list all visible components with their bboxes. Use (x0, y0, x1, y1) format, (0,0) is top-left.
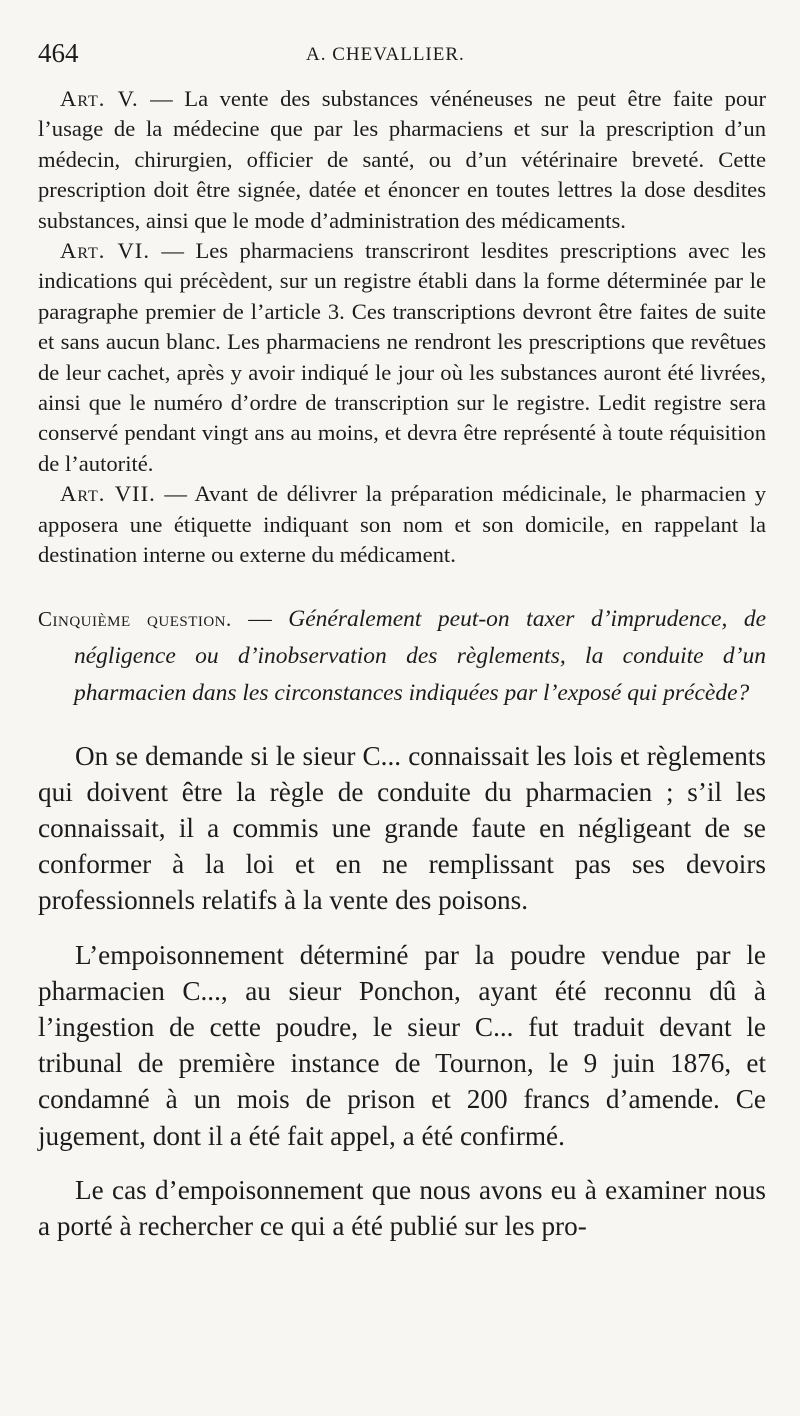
paragraph: On se demande si le sieur C... connaissait les lois et règlements qui doivent être la règle de conduite du pharmacien ; s’il les connaissait, il a commis une grande faute en négligeant de se conformer à la loi et en ne remplissant pas ses devoirs professionnels relatifs à la vente des poisons. (38, 740, 766, 916)
question-text: Généralement peut-on taxer d’imprudence, de négligence ou d’inobservation des règlements, la conduite d’un pharmacien dans les circonstances indiquées par l’exposé qui précède? (74, 605, 767, 706)
article-text: — La vente des substances vénéneuses ne peut être faite pour l’usage de la médecine que par les pharmaciens et sur la prescription d’un médecin, chirurgien, officier de santé, ou d’un vétérinaire breveté. Cette prescription doit être signée, datée et énoncer en toutes lettres la dose desdites substances, ainsi que le mode d’administration des médicaments. (38, 86, 766, 233)
article-text: — Les pharmaciens transcriront lesdites prescriptions avec les indications qui précèdent, sur un registre établi dans la forme déterminée par le paragraphe premier de l’article 3. Ces transcriptions devront être faites de suite et sans aucun blanc. Les pharmaciens ne rendront les prescriptions que revêtues de leur cachet, après y avoir indiqué le jour où les substances auront été livrées, ainsi que le numéro d’ordre de transcription sur le registre. Ledit registre sera conservé pendant vingt ans au moins, et devra être représenté à toute réquisition de l’autorité. (38, 238, 766, 476)
article-5 (38, 84, 766, 236)
running-head: A. CHEVALLIER. (306, 44, 465, 65)
article-label: Art. VII. (60, 481, 156, 507)
articles-section (38, 84, 766, 571)
paragraph: Le cas d’empoisonnement que nous avons eu à examiner nous a porté à rechercher ce qui a été publié sur les pro- (38, 1174, 766, 1241)
page-header (38, 38, 766, 84)
article-6 (38, 236, 766, 479)
paragraph: L’empoisonnement déterminé par la poudre vendue par le pharmacien C..., au sieur Ponchon, ayant été reconnu dû à l’ingestion de cette poudre, le sieur C... fut traduit devant le tribunal de première instance de Tournon, le 9 juin 1876, et condamné à un mois de prison et 200 francs d’amende. Ce jugement, dont il a été fait appel, a été confirmé. (38, 939, 766, 1151)
fifth-question (38, 601, 766, 712)
page-number: 464 (38, 38, 79, 68)
article-label: Art. V. (60, 86, 139, 111)
article-7 (38, 479, 766, 570)
question-dash: — (231, 605, 289, 632)
question-label: Cinquième question. (38, 606, 232, 631)
article-label: Art. VI. (60, 238, 150, 264)
article-text: — Avant de délivrer la préparation médicinale, le pharmacien y apposera une étiquette indiquant son nom et son domicile, en rappelant la destination interne ou externe du médicament. (38, 481, 767, 568)
body-text (38, 738, 766, 1245)
